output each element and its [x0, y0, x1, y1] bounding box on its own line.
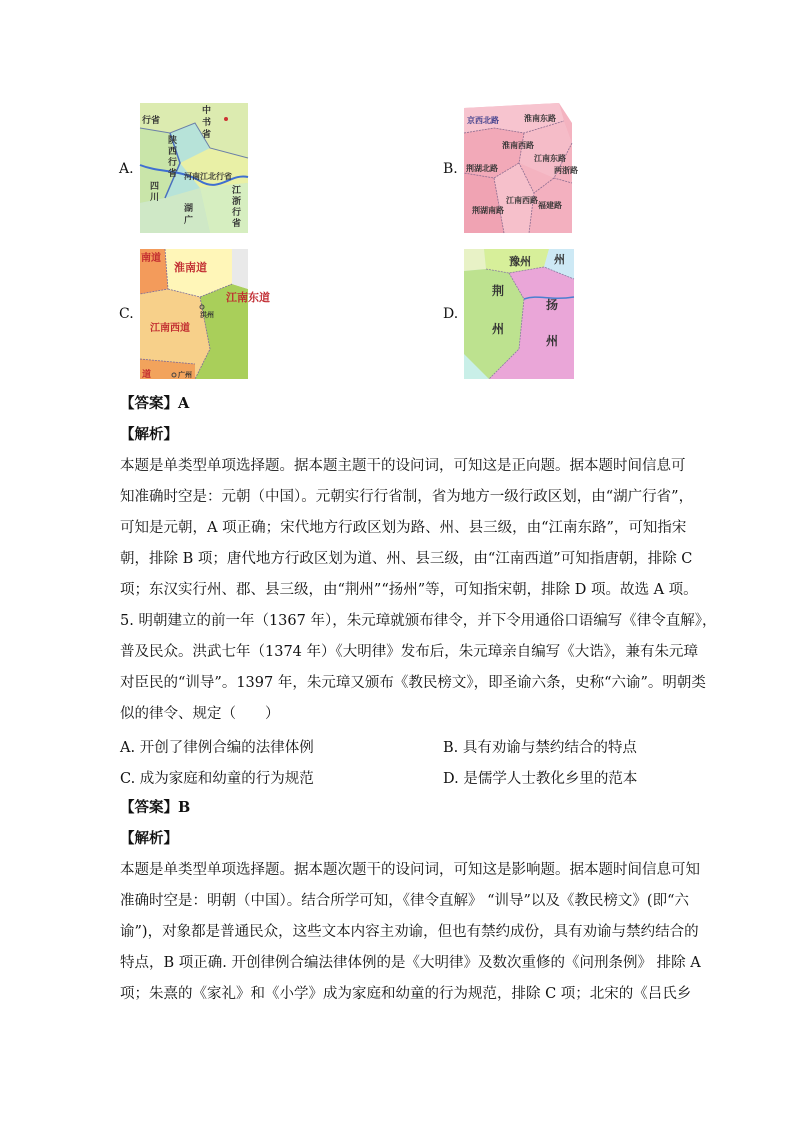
option-c-label[interactable]: C.: [119, 306, 134, 322]
map-b-label-5: 两浙路: [554, 166, 578, 175]
q5-analysis-line: 本题是单类型单项选择题。据本题次题干的设问词，可知这是影响题。据本题时间信息可知: [120, 862, 700, 878]
q5-choice-c[interactable]: C. 成为家庭和幼童的行为规范: [120, 771, 314, 787]
q5-stem-line: 似的律令、规定（ ）: [120, 706, 280, 722]
option-a-label[interactable]: A.: [119, 161, 134, 177]
q5-choice-d[interactable]: D. 是儒学人士教化乡里的范本: [443, 771, 638, 787]
map-b-label-8: 福建路: [538, 201, 562, 210]
map-a-label-13: 江: [232, 186, 242, 196]
map-d-label-4: 州: [492, 322, 505, 336]
q4-analysis-line: 本题是单类型单项选择题。据本题主题干的设问词，可知这是正向题。据本题时间信息可: [120, 458, 686, 474]
map-c-label-2: 江南东道: [226, 291, 270, 304]
q5-stem-line: 对臣民的“训导”。1397 年，朱元璋又颁布《教民榜文》，即圣谕六条，史称“六谕”。明朝类: [120, 675, 706, 691]
option-d-label[interactable]: D.: [443, 306, 459, 322]
map-a-label-1: 中: [202, 106, 212, 116]
map-d-label-3: 扬: [546, 298, 559, 312]
map-a-label-15: 行: [232, 208, 242, 218]
map-b-label-2: 淮南西路: [502, 141, 534, 150]
q4-analysis-title: 【解析】: [120, 426, 178, 443]
map-a-label-16: 省: [232, 219, 242, 229]
map-b-label-0: 京西北路: [467, 116, 499, 125]
q5-choice-b[interactable]: B. 具有劝谕与禁约结合的特点: [443, 740, 637, 756]
map-a-label-2: 书: [202, 118, 212, 128]
q5-analysis-line: 特点，B 项正确. 开创律例合编法律体例的是《大明律》及数次重修的《问刑条例》 排除 A: [120, 955, 701, 971]
q5-analysis-line: 项；朱熹的《家礼》和《小学》成为家庭和幼童的行为规范，排除 C 项；北宋的《吕氏乡: [120, 986, 692, 1002]
map-b-label-3: 荆湖北路: [466, 164, 498, 173]
map-c-label-0: 南道: [141, 253, 161, 264]
map-c-label-6: 广州: [178, 371, 192, 379]
map-b-label-6: 荆湖南路: [472, 206, 504, 215]
option-a-map: [140, 103, 248, 233]
map-a-label-5: 西: [168, 147, 178, 157]
q5-choice-a[interactable]: A. 开创了律例合编的法律体例: [120, 740, 314, 756]
q5-stem-line: 5. 明朝建立的前一年（1367 年），朱元璋就颁布律令，并下令用通俗口语编写《律令直解》，: [120, 613, 717, 629]
map-d-label-0: 豫州: [509, 255, 531, 268]
q4-answer: 【答案】A: [120, 395, 190, 412]
option-b-map: [464, 103, 578, 233]
q4-analysis-line: 可知是元朝，A 项正确；宋代地方行政区划为路、州、县三级，由“江南东路”，可知指宋: [120, 520, 687, 536]
q4-analysis-line: 知准确时空是：元朝（中国）。元朝实行行省制，省为地方一级行政区划，由“湖广行省”，: [120, 489, 694, 505]
option-b-label[interactable]: B.: [443, 161, 458, 177]
map-c-label-4: 洪州: [200, 311, 214, 319]
q4-analysis-line: 项；东汉实行州、郡、县三级，由“荆州”“扬州”等，可知指宋朝，排除 D 项。故选 A 项。: [120, 582, 698, 598]
map-a-label-14: 浙: [232, 197, 242, 207]
q5-analysis-line: 准确时空是：明朝（中国）。结合所学可知，《律令直解》 “训导”以及《教民榜文》(即“六: [120, 893, 690, 909]
map-a-label-7: 省: [168, 169, 178, 179]
map-b-label-1: 淮南东路: [524, 114, 556, 123]
q4-analysis-line: 朝，排除 B 项；唐代地方行政区划为道、州、县三级，由“江南西道”可知指唐朝，排除 C: [120, 551, 693, 567]
map-d-label-5: 州: [546, 334, 559, 348]
option-c-map: [140, 249, 270, 380]
map-a-label-10: 河南江北行省: [184, 172, 232, 181]
map-a-label-4: 陕: [168, 136, 178, 146]
option-d-map: [464, 249, 574, 379]
map-a-label-11: 湖: [184, 204, 194, 214]
map-b-label-7: 江南西路: [506, 196, 538, 205]
map-a-label-3: 省: [202, 130, 212, 140]
q5-answer: 【答案】B: [120, 799, 191, 816]
map-d-label-2: 荆: [492, 284, 505, 298]
map-d-label-1: 州: [554, 253, 565, 266]
map-c-label-1: 淮南道: [174, 261, 207, 274]
map-c-label-5: 道: [142, 370, 152, 380]
map-a-label-9: 川: [150, 193, 160, 203]
map-c-label-3: 江南西道: [150, 323, 190, 334]
map-a-label-0: 行省: [142, 116, 161, 126]
q5-stem-line: 普及民众。洪武七年（1374 年）《大明律》发布后，朱元璋亲自编写《大诰》，兼有朱元璋: [120, 644, 699, 660]
map-b-label-4: 江南东路: [534, 154, 566, 163]
map-a-label-8: 四: [150, 182, 160, 192]
map-a-label-6: 行: [168, 158, 178, 168]
q5-analysis-line: 谕”)，对象都是普通民众，这些文本内容主劝谕，但也有禁约成份，具有劝谕与禁约结合的: [120, 924, 699, 940]
q5-analysis-title: 【解析】: [120, 830, 178, 847]
map-a-label-12: 广: [184, 216, 194, 226]
